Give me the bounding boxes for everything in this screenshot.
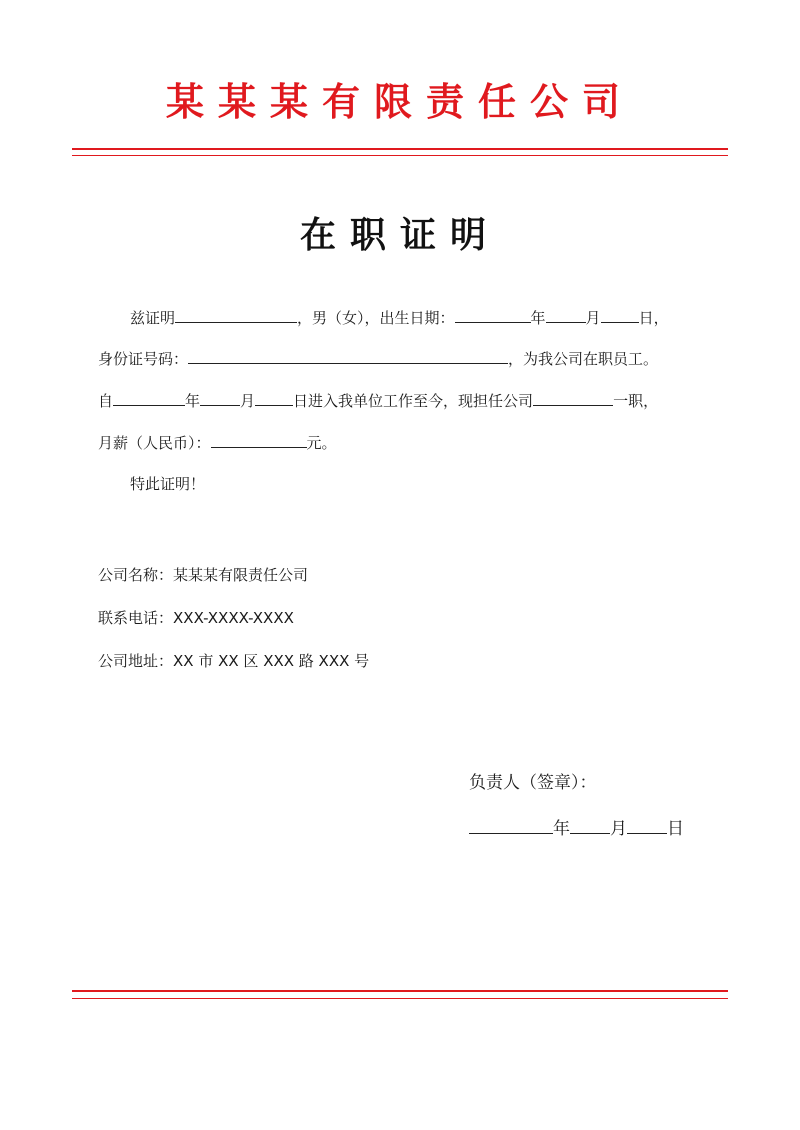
start-day-blank[interactable] [255,389,293,406]
body-line-2 [98,347,658,370]
sign-day: 日 [667,819,684,839]
header-rule-top [72,148,728,150]
body-line-1 [130,306,669,329]
company-header-name: 某某某有限责任公司 [165,80,634,124]
company-address-value: XX 市 XX 区 XXX 路 XXX 号 [173,652,370,670]
salary-blank[interactable] [211,431,307,448]
company-phone-label: 联系电话： [98,609,174,627]
position-blank[interactable] [533,389,613,406]
body-line-4 [98,431,337,454]
line3-month: 月 [240,392,256,410]
signature-date-row [469,815,684,841]
signature-label: 负责人（签章）： [469,773,597,793]
line2-prefix: 身份证号码： [98,350,189,368]
company-name-value: 某某某有限责任公司 [173,566,309,584]
company-name-label: 公司名称： [98,566,174,584]
birth-day-blank[interactable] [601,306,639,323]
company-phone-value: XXX-XXXX-XXXX [173,609,294,627]
company-phone-row [98,607,294,629]
sign-month: 月 [610,819,627,839]
line2-suffix: ，为我公司在职员工。 [508,350,659,368]
closing-text: 特此证明！ [130,475,206,493]
line3-middle: 日进入我单位工作至今，现担任公司 [293,392,534,410]
body-line-3 [98,389,658,412]
line3-year: 年 [185,392,201,410]
line4-suffix: 元。 [306,434,337,452]
footer-rule-bottom [72,998,728,999]
birth-year-blank[interactable] [455,306,531,323]
start-year-blank[interactable] [113,389,185,406]
sign-year-blank[interactable] [469,815,553,834]
start-month-blank[interactable] [200,389,240,406]
line1-month: 月 [585,309,601,327]
sign-year: 年 [553,819,570,839]
company-address-label: 公司地址： [98,652,174,670]
company-address-row [98,650,369,672]
id-number-blank[interactable] [188,347,508,364]
document-title: 在职证明 [299,215,500,256]
footer-rule-top [72,990,728,992]
line1-prefix: 兹证明 [130,309,176,327]
birth-month-blank[interactable] [546,306,586,323]
company-name-row [98,564,308,586]
line4-prefix: 月薪（人民币）： [98,434,211,452]
name-blank[interactable] [175,306,297,323]
line1-day: 日， [638,309,669,327]
sign-day-blank[interactable] [627,815,667,834]
sign-month-blank[interactable] [570,815,610,834]
line1-year: 年 [530,309,546,327]
line3-suffix: 一职， [613,392,659,410]
line1-after-name: ，男（女），出生日期： [297,309,455,327]
line3-prefix: 自 [98,392,114,410]
header-rule-bottom [72,155,728,156]
